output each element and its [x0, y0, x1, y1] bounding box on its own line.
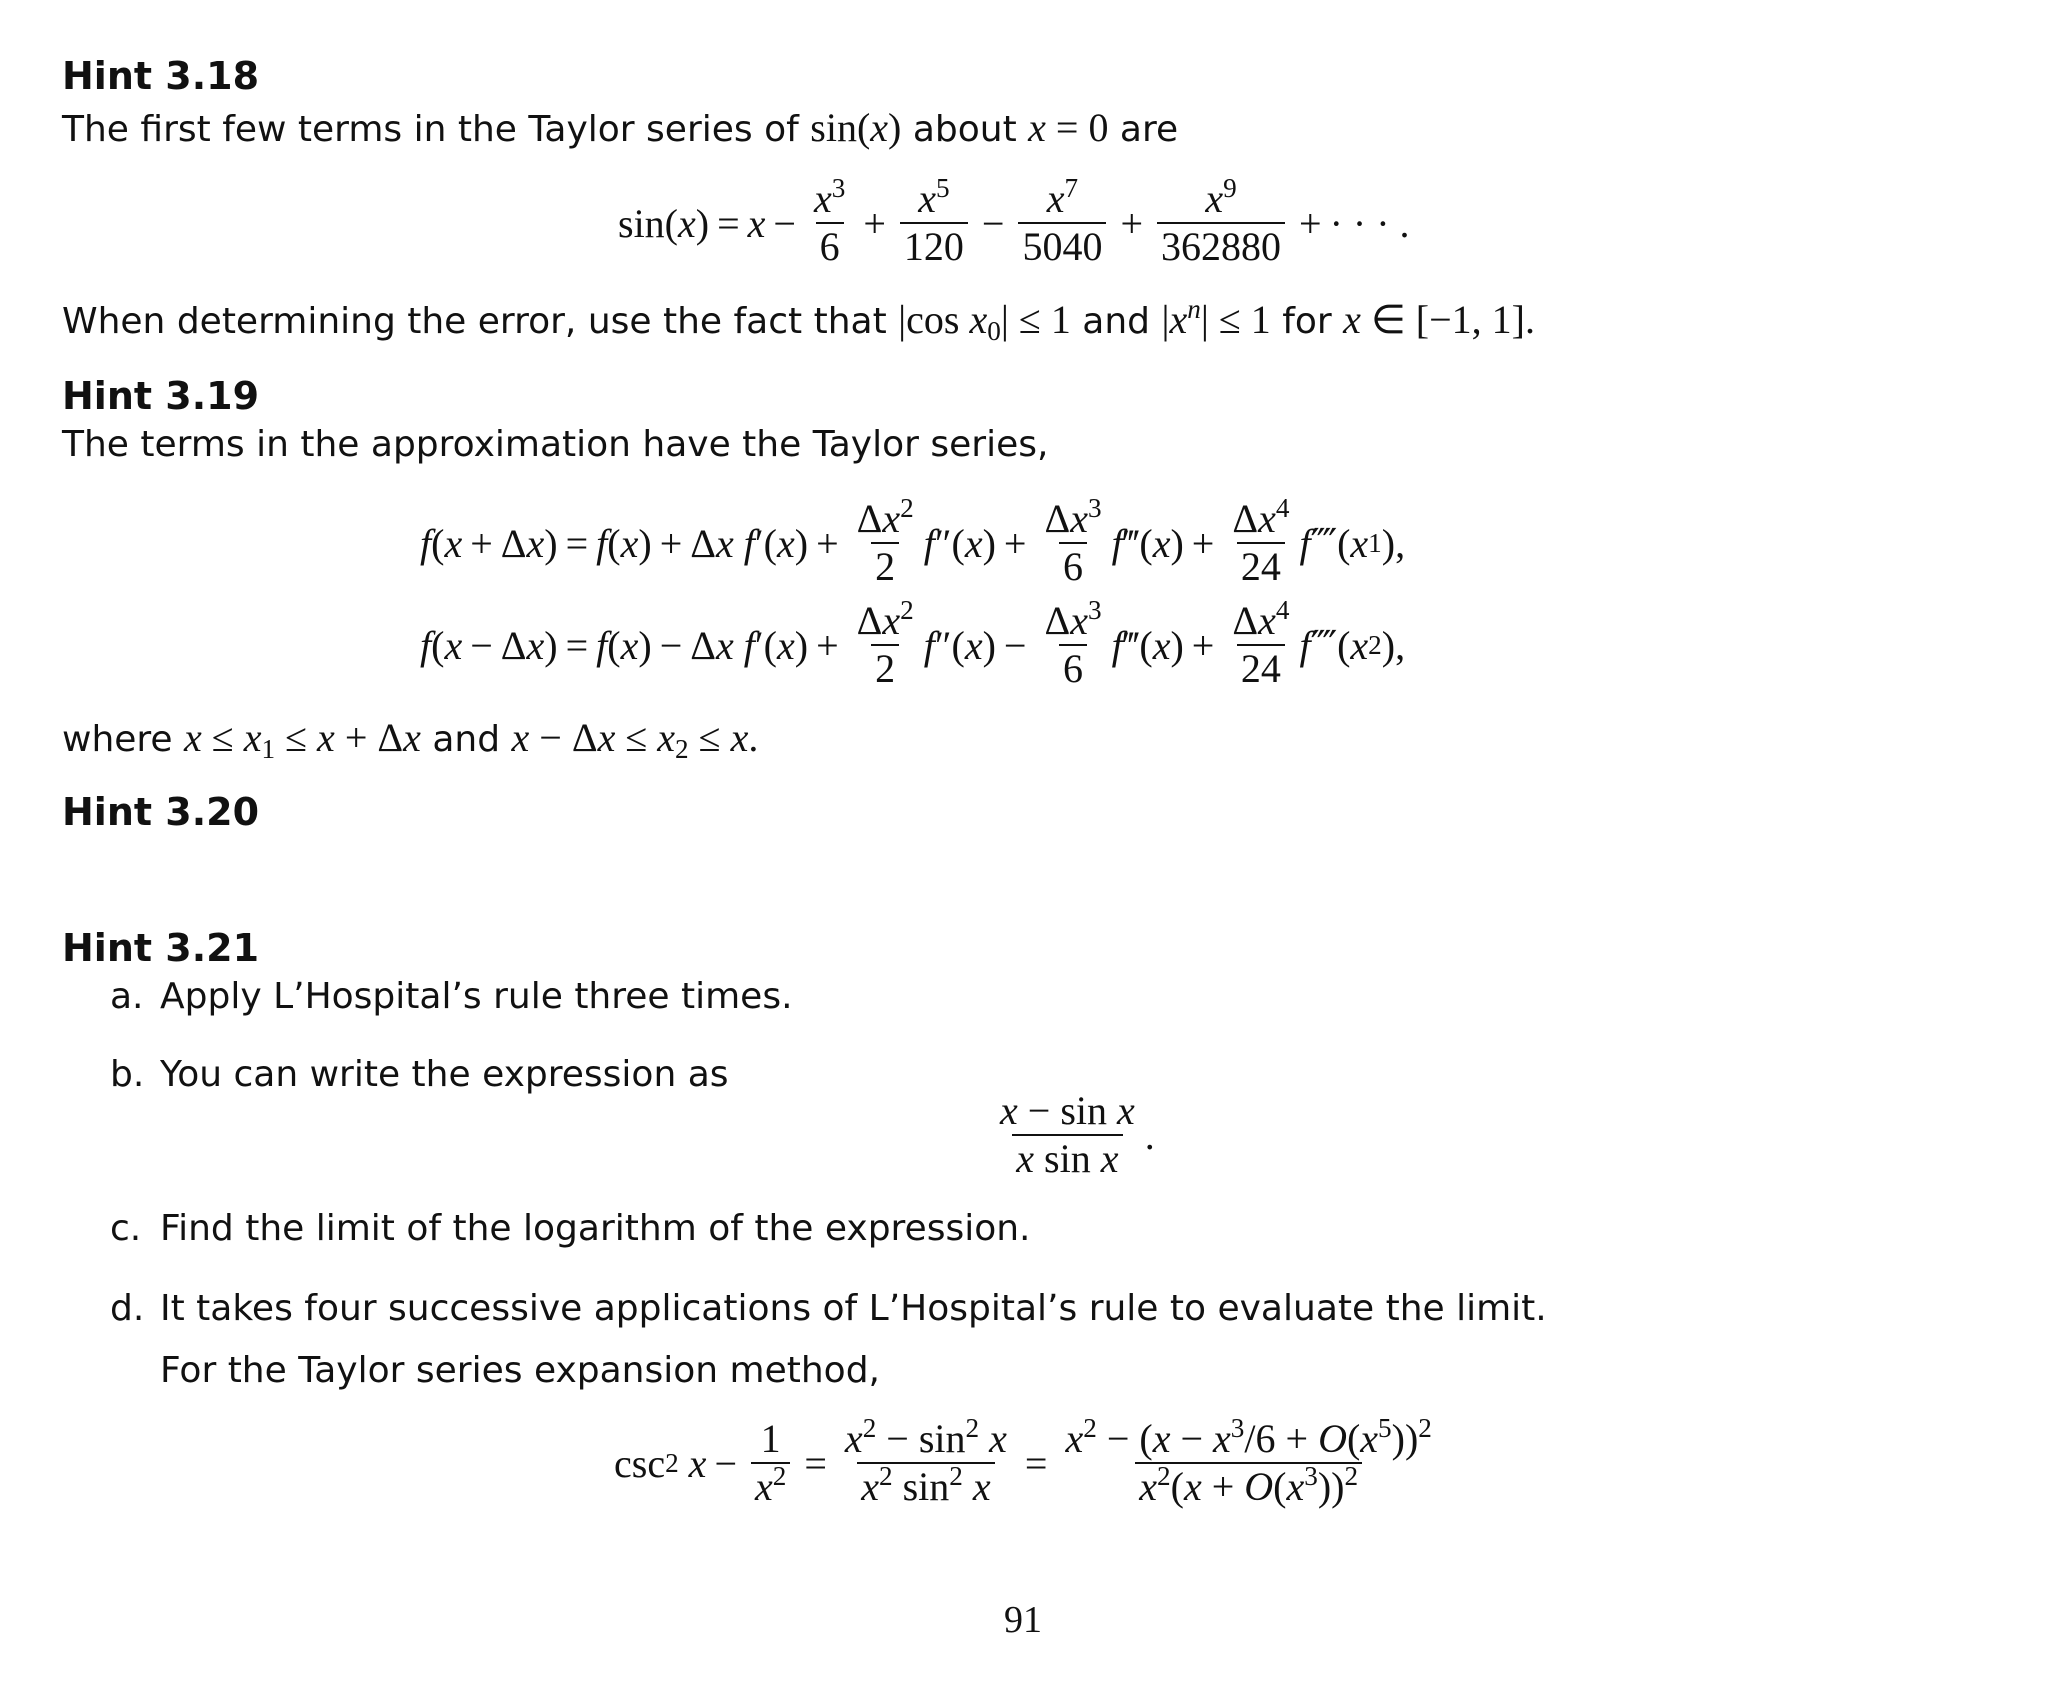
term-x7: $\frac{x^7}{5040}$	[1018, 178, 1106, 268]
item-d-marker: d.	[110, 1288, 145, 1329]
hint-3-19-title: Hint 3.19	[62, 374, 260, 418]
item-a-text: Apply L’Hospital’s rule three times.	[160, 976, 793, 1017]
item-a-marker: a.	[110, 976, 144, 1017]
term-x9: $\frac{x^9}{362880}$	[1157, 178, 1285, 268]
hint-3-20-title: Hint 3.20	[62, 790, 260, 834]
hint-3-19-intro: The terms in the approximation have the Taylor series,	[62, 424, 1049, 465]
taylor-f-plus-equation: f ( x + Δ x ) = f ( x ) + Δ x f ′( x ) + $\frac{\Delta x^2}{2}$ f ″( x ) + $\frac{\Delta x^3}{6}$ f ‴( x ) + $\frac{\Delta x^4}{24}$ f ⁗( x 1 ),	[420, 493, 1406, 589]
item-d-equation: csc 2 x − $\frac{1}{x^2}$ = $\frac{x^2 - \sin^2 x}{x^2 \sin^2 x}$ = $\frac{x^2 - (x - x^3/6 + O(x^5))^2}{x^2(x + O(x^3))^2}$	[614, 1413, 1432, 1509]
item-b-text: You can write the expression as	[160, 1054, 729, 1095]
hint-3-19-where: where $x \le x_1 \le x + \Delta x$ and $x - \Delta x \le x_2 \le x$.	[62, 715, 759, 764]
hint-3-18-note: When determining the error, use the fact that |cos $x_0| \le 1$ and $|x^n| \le 1$ for x ∈ [−1, 1].	[62, 294, 1535, 346]
item-d-text: It takes four successive applications of L’Hospital’s rule to evaluate the limit.	[160, 1288, 1547, 1329]
hint-3-18-intro: The first few terms in the Taylor series of sin(x) about x = 0 are	[62, 105, 1179, 150]
term-x3: $\frac{x^3}{6}$	[813, 173, 846, 269]
hint-3-21-title: Hint 3.21	[62, 926, 260, 970]
term-x5: $\frac{x^5}{120}$	[900, 178, 968, 268]
taylor-sin-equation: sin(x) = x − $\frac{x^3}{6}$ + $\frac{x^5}{120}$ − $\frac{x^7}{5040}$ + $\frac{x^9}{362880}$ + · · · .	[618, 173, 1410, 269]
hint-3-18-intro-text: The first few terms in the Taylor series of	[62, 109, 799, 150]
item-d-text2: For the Taylor series expansion method,	[160, 1350, 880, 1391]
page-number: 91	[1004, 1599, 1042, 1641]
item-b-marker: b.	[110, 1054, 145, 1095]
item-c-marker: c.	[110, 1208, 142, 1249]
item-c-text: Find the limit of the logarithm of the expression.	[160, 1208, 1031, 1249]
taylor-f-minus-equation: f ( x − Δ x ) = f ( x ) − Δ x f ′( x ) + $\frac{\Delta x^2}{2}$ f ″( x ) − $\frac{\Delta x^3}{6}$ f ‴( x ) + $\frac{\Delta x^4}{24}$ f ⁗( x 2 ),	[420, 595, 1406, 691]
item-b-equation: $\frac{\text{x − sin x}}{\text{x sin x}}$ .	[1000, 1088, 1155, 1181]
hint-3-18-title: Hint 3.18	[62, 54, 260, 98]
